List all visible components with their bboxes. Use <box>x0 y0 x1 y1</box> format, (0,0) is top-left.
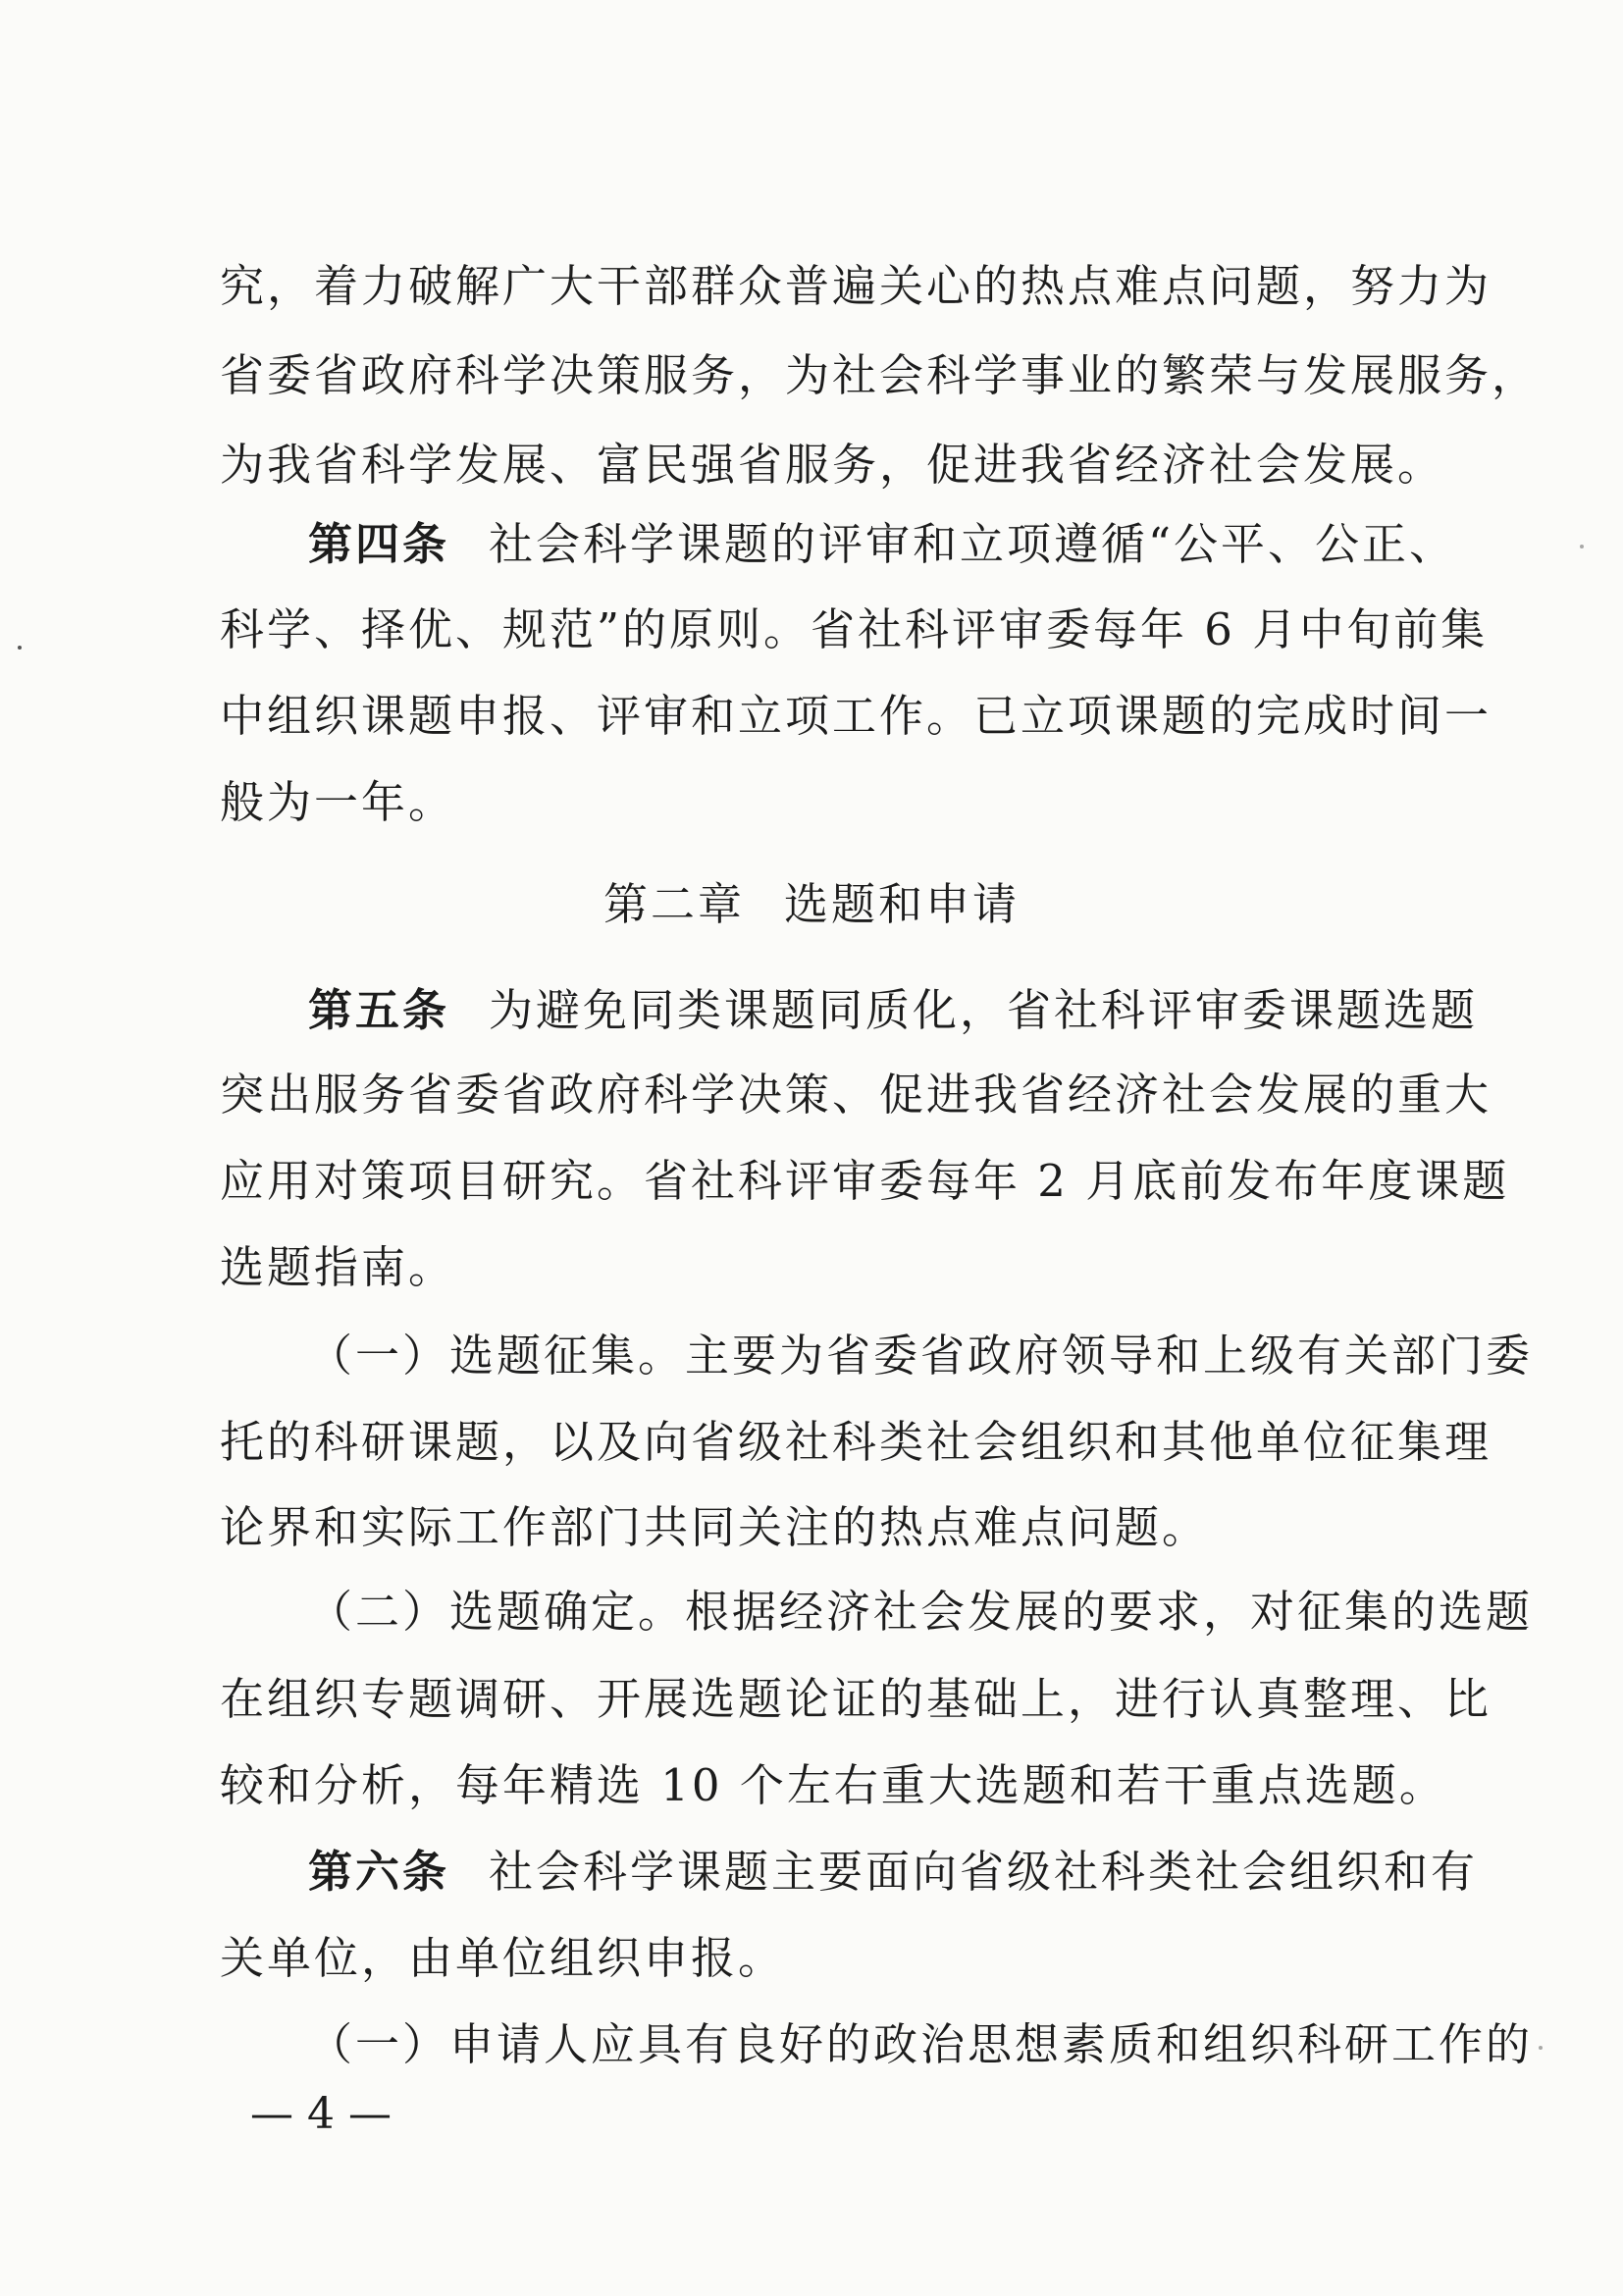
body-line: 应用对策项目研究。省社科评审委每年 2 月底前发布年度课题 <box>220 1155 1510 1207</box>
article-4-label: 第四条 <box>308 518 450 570</box>
article-6-label: 第六条 <box>308 1846 450 1898</box>
body-line: 省委省政府科学决策服务，为社会科学事业的繁荣与发展服务， <box>220 349 1540 401</box>
body-line: 般为一年。 <box>220 776 456 828</box>
chapter-title: 选题和申请 <box>784 878 1021 930</box>
scan-speck <box>1580 545 1584 548</box>
article-5-line <box>308 981 1479 1040</box>
article-6-line <box>308 1843 1479 1902</box>
item-1-line: （一）选题征集。主要为省委省政府领导和上级有关部门委 <box>308 1330 1534 1382</box>
article-5-text: 为避免同类课题同质化，省社科评审委课题选题 <box>489 984 1479 1036</box>
article-4-text: 社会科学课题的评审和立项遵循“公平、公正、 <box>489 518 1457 570</box>
scan-speck <box>18 646 22 650</box>
article-6-text: 社会科学课题主要面向省级社科类社会组织和有 <box>489 1846 1479 1898</box>
item-2-line: （二）选题确定。根据经济社会发展的要求，对征集的选题 <box>308 1586 1534 1638</box>
body-line: 科学、择优、规范”的原则。省社科评审委每年 6 月中旬前集 <box>220 603 1489 655</box>
body-line: 选题指南。 <box>220 1241 456 1293</box>
chapter-number: 第二章 <box>602 878 745 930</box>
article-5-label: 第五条 <box>308 984 450 1036</box>
chapter-heading <box>0 875 1623 934</box>
body-line: 在组织专题调研、开展选题论证的基础上，进行认真整理、比 <box>220 1673 1492 1725</box>
article-4-line <box>308 515 1457 574</box>
page-number: — 4 — <box>250 2089 392 2139</box>
body-line: 关单位，由单位组织申报。 <box>220 1932 786 1984</box>
body-line: 托的科研课题，以及向省级社科类社会组织和其他单位征集理 <box>220 1416 1492 1468</box>
scan-speck <box>1539 2046 1543 2050</box>
body-line: 究，着力破解广大干部群众普遍关心的热点难点问题，努力为 <box>220 260 1492 312</box>
body-line: 较和分析，每年精选 10 个左右重大选题和若干重点选题。 <box>220 1759 1446 1811</box>
item-3-line: （一）申请人应具有良好的政治思想素质和组织科研工作的 <box>308 2018 1534 2070</box>
body-line: 为我省科学发展、富民强省服务，促进我省经济社会发展。 <box>220 439 1445 491</box>
body-line: 论界和实际工作部门共同关注的热点难点问题。 <box>220 1501 1210 1553</box>
body-line: 中组织课题申报、评审和立项工作。已立项课题的完成时间一 <box>220 690 1492 742</box>
body-line: 突出服务省委省政府科学决策、促进我省经济社会发展的重大 <box>220 1069 1492 1121</box>
